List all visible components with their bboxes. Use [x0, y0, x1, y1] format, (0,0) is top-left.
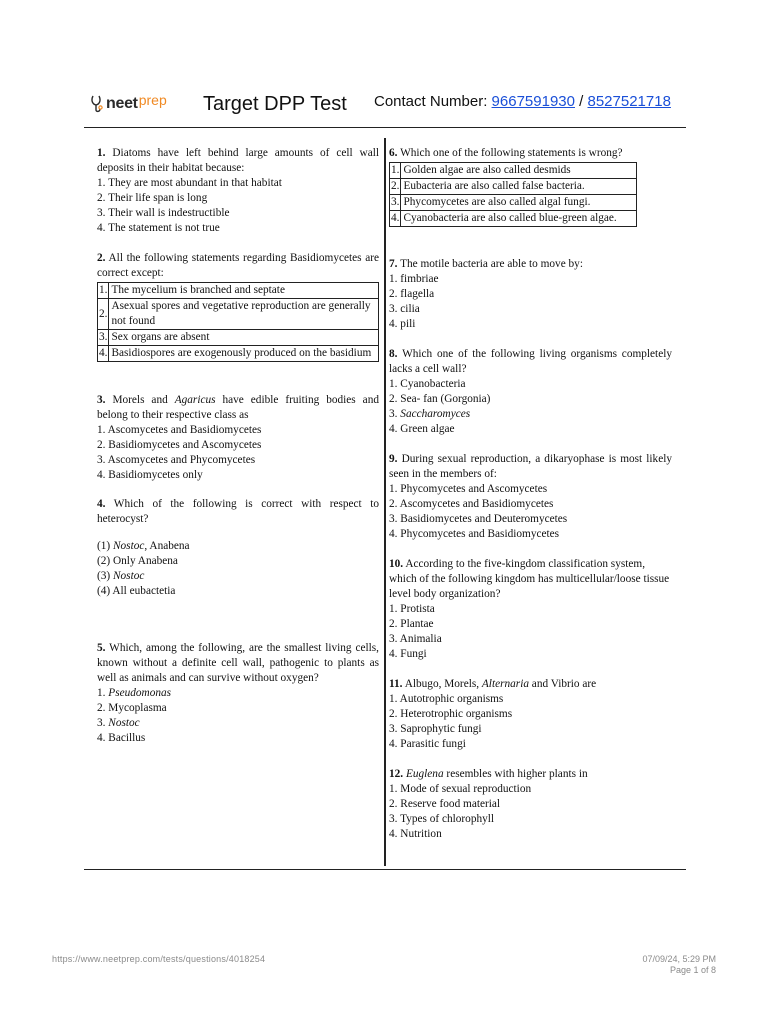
option-3[interactable]: 3. Types of chlorophyll [389, 813, 495, 825]
option-text: Sex organs are absent [109, 330, 379, 346]
phone-separator: / [574, 93, 588, 110]
option-italic: Nostoc [113, 570, 145, 582]
option-label: (3) [97, 570, 113, 582]
question-number: 5. [97, 642, 106, 654]
question-6 [389, 146, 672, 227]
option-text: Cyanobacteria are also called blue-green algae. [401, 211, 637, 227]
option-list [389, 272, 672, 332]
option-3[interactable]: 3. Ascomycetes and Phycomycetes [97, 454, 256, 466]
option-1[interactable] [390, 163, 637, 179]
option-1[interactable]: 1. Cyanobacteria [389, 378, 466, 390]
option-list [389, 377, 672, 437]
question-2 [97, 251, 379, 362]
question-text-italic: Agaricus [174, 394, 216, 406]
question-7 [389, 257, 672, 332]
option-2[interactable]: 2. Reserve food material [389, 798, 501, 810]
test-title: Target DPP Test [203, 93, 347, 115]
right-column [389, 146, 672, 842]
option-text: The mycelium is branched and septate [109, 283, 379, 299]
option-text: Golden algae are also called desmids [401, 163, 637, 179]
question-11 [389, 677, 672, 752]
question-3 [97, 393, 379, 483]
question-9 [389, 452, 672, 542]
question-text: During sexual reproduction, a dikaryophase is most likely seen in the members of: [389, 453, 672, 480]
option-number: 1. [98, 283, 109, 299]
option-4[interactable]: 4. Nutrition [389, 828, 442, 840]
option-list [97, 539, 379, 599]
option-list [97, 686, 379, 746]
option-1[interactable]: 1. fimbriae [389, 273, 439, 285]
option-list [389, 782, 672, 842]
option-label: 1. [97, 687, 109, 699]
option-3[interactable]: 3. cilia [389, 303, 420, 315]
question-text-italic: Euglena [405, 768, 444, 780]
question-10 [389, 557, 672, 662]
question-number: 7. [389, 258, 398, 270]
option-1[interactable]: 1. Phycomycetes and Ascomycetes [389, 483, 548, 495]
option-3[interactable]: 3. Their wall is indestructible [97, 207, 230, 219]
option-3[interactable] [390, 195, 637, 211]
option-1[interactable]: 1. Mode of sexual reproduction [389, 783, 532, 795]
footer-page-info [642, 954, 716, 976]
option-4[interactable]: 4. Fungi [389, 648, 427, 660]
option-number: 4. [98, 346, 109, 362]
option-table [389, 162, 637, 227]
option-italic: Pseudomonas [108, 687, 172, 699]
option-text: Basidiospores are exogenously produced on the basidium [109, 346, 379, 362]
option-1[interactable] [98, 283, 379, 299]
question-5 [97, 641, 379, 746]
neetprep-logo [90, 94, 167, 114]
option-4[interactable] [98, 346, 379, 362]
question-text-italic: Alternaria [481, 678, 529, 690]
option-1[interactable]: 1. Autotrophic organisms [389, 693, 504, 705]
option-1[interactable]: 1. They are most abundant in that habitat [97, 177, 282, 189]
option-3[interactable] [389, 407, 672, 422]
option-2[interactable] [390, 179, 637, 195]
question-text: Which one of the following statements is wrong? [397, 147, 623, 159]
option-3[interactable]: 3. Saprophytic fungi [389, 723, 482, 735]
question-number: 4. [97, 498, 106, 510]
column-divider [384, 138, 386, 866]
option-number: 4. [390, 211, 401, 227]
option-1[interactable]: 1. Ascomycetes and Basidiomycetes [97, 424, 262, 436]
option-3[interactable] [97, 716, 379, 731]
option-4[interactable]: (4) All eubactetia [97, 585, 176, 597]
option-4[interactable]: 4. The statement is not true [97, 222, 220, 234]
option-2[interactable]: 2. Sea- fan (Gorgonia) [389, 393, 491, 405]
option-label: 3. [389, 408, 401, 420]
question-text: Albugo, Morels, [402, 678, 482, 690]
phone-link-1[interactable]: 9667591930 [491, 93, 575, 110]
option-label: , Anabena [144, 540, 190, 552]
question-text: Which of the following is correct with respect to heterocyst? [97, 498, 379, 525]
question-text: have edible fruiting bodies and belong to their respective class as [97, 394, 379, 421]
option-text: Asexual spores and vegetative reproduction are generally not found [109, 299, 379, 330]
option-list [97, 176, 379, 236]
footer-page-number: Page 1 of 8 [669, 965, 716, 975]
option-4[interactable]: 4. Green algae [389, 423, 455, 435]
footer-rule [84, 869, 686, 870]
question-text: Which, among the following, are the smallest living cells, known without a definite cell wall, pathogenic to plants as well as animals and can survive without oxygen? [97, 642, 379, 684]
option-number: 2. [390, 179, 401, 195]
question-text: All the following statements regarding Basidiomycetes are correct except: [97, 252, 379, 279]
option-3[interactable] [98, 330, 379, 346]
footer-url: https://www.neetprep.com/tests/questions/4018254 [52, 954, 266, 964]
logo-text-neet: neet [106, 95, 138, 112]
left-column [97, 146, 379, 746]
question-number: 3. [97, 394, 106, 406]
contact-info [374, 93, 671, 110]
option-italic: Nostoc [108, 717, 140, 729]
option-2[interactable]: 2. Heterotrophic organisms [389, 708, 513, 720]
option-4[interactable]: 4. Basidiomycetes only [97, 469, 203, 481]
option-label: 3. [97, 717, 109, 729]
option-4[interactable]: 4. Phycomycetes and Basidiomycetes [389, 528, 560, 540]
option-label: (1) [97, 540, 113, 552]
question-number: 10. [389, 558, 404, 570]
question-number: 12. [389, 768, 404, 780]
option-4[interactable]: 4. Parasitic fungi [389, 738, 466, 750]
question-12 [389, 767, 672, 842]
option-2[interactable]: 2. Their life span is long [97, 192, 208, 204]
option-list [97, 423, 379, 483]
question-4 [97, 497, 379, 599]
option-2[interactable]: 2. Basidiomycetes and Ascomycetes [97, 439, 262, 451]
option-3[interactable]: 3. Basidiomycetes and Deuteromycetes [389, 513, 568, 525]
option-4[interactable]: 4. pili [389, 318, 416, 330]
page-header [84, 88, 684, 122]
logo-text-prep: prep [138, 92, 167, 108]
question-text: and Vibrio are [528, 678, 597, 690]
option-1[interactable] [97, 539, 379, 554]
option-table [97, 282, 379, 362]
question-text: Morels and [105, 394, 175, 406]
footer-datetime: 07/09/24, 5:29 PM [642, 954, 716, 964]
option-list [389, 482, 672, 542]
option-number: 2. [98, 299, 109, 330]
contact-label: Contact Number: [374, 93, 492, 110]
question-number: 8. [389, 348, 398, 360]
option-2[interactable] [98, 299, 379, 330]
option-text: Phycomycetes are also called algal fungi. [401, 195, 637, 211]
option-italic: Nostoc [113, 540, 145, 552]
option-2[interactable]: 2. Mycoplasma [97, 702, 167, 714]
option-list [389, 602, 672, 662]
question-text: resembles with higher plants in [443, 768, 588, 780]
option-4[interactable]: 4. Bacillus [97, 732, 146, 744]
question-8 [389, 347, 672, 437]
stethoscope-icon [90, 94, 104, 114]
header-rule [84, 127, 686, 128]
option-number: 3. [390, 195, 401, 211]
question-text: The motile bacteria are able to move by: [397, 258, 583, 270]
option-4[interactable] [390, 211, 637, 227]
option-3[interactable]: 3. Animalia [389, 633, 442, 645]
question-number: 2. [97, 252, 106, 264]
option-2[interactable]: 2. flagella [389, 288, 435, 300]
question-number: 11. [389, 678, 403, 690]
option-number: 3. [98, 330, 109, 346]
option-1[interactable] [97, 686, 379, 701]
option-text: Eubacteria are also called false bacteria. [401, 179, 637, 195]
question-text: According to the five-kingdom classification system, which of the following kingdom has multicellular/loose tissue level body organization? [389, 558, 670, 600]
option-2[interactable]: (2) Only Anabena [97, 555, 178, 567]
option-1[interactable]: 1. Protista [389, 603, 435, 615]
option-2[interactable]: 2. Ascomycetes and Basidiomycetes [389, 498, 554, 510]
option-number: 1. [390, 163, 401, 179]
question-1 [97, 146, 379, 236]
question-text: Which one of the following living organisms completely lacks a cell wall? [389, 348, 672, 375]
phone-link-2[interactable]: 8527521718 [587, 93, 671, 110]
option-2[interactable]: 2. Plantae [389, 618, 434, 630]
question-text: Diatoms have left behind large amounts of cell wall deposits in their habitat because: [97, 147, 379, 174]
question-number: 6. [389, 147, 398, 159]
option-italic: Saccharomyces [400, 408, 471, 420]
option-list [389, 692, 672, 752]
question-number: 1. [97, 147, 106, 159]
option-3[interactable] [97, 569, 379, 584]
question-number: 9. [389, 453, 398, 465]
